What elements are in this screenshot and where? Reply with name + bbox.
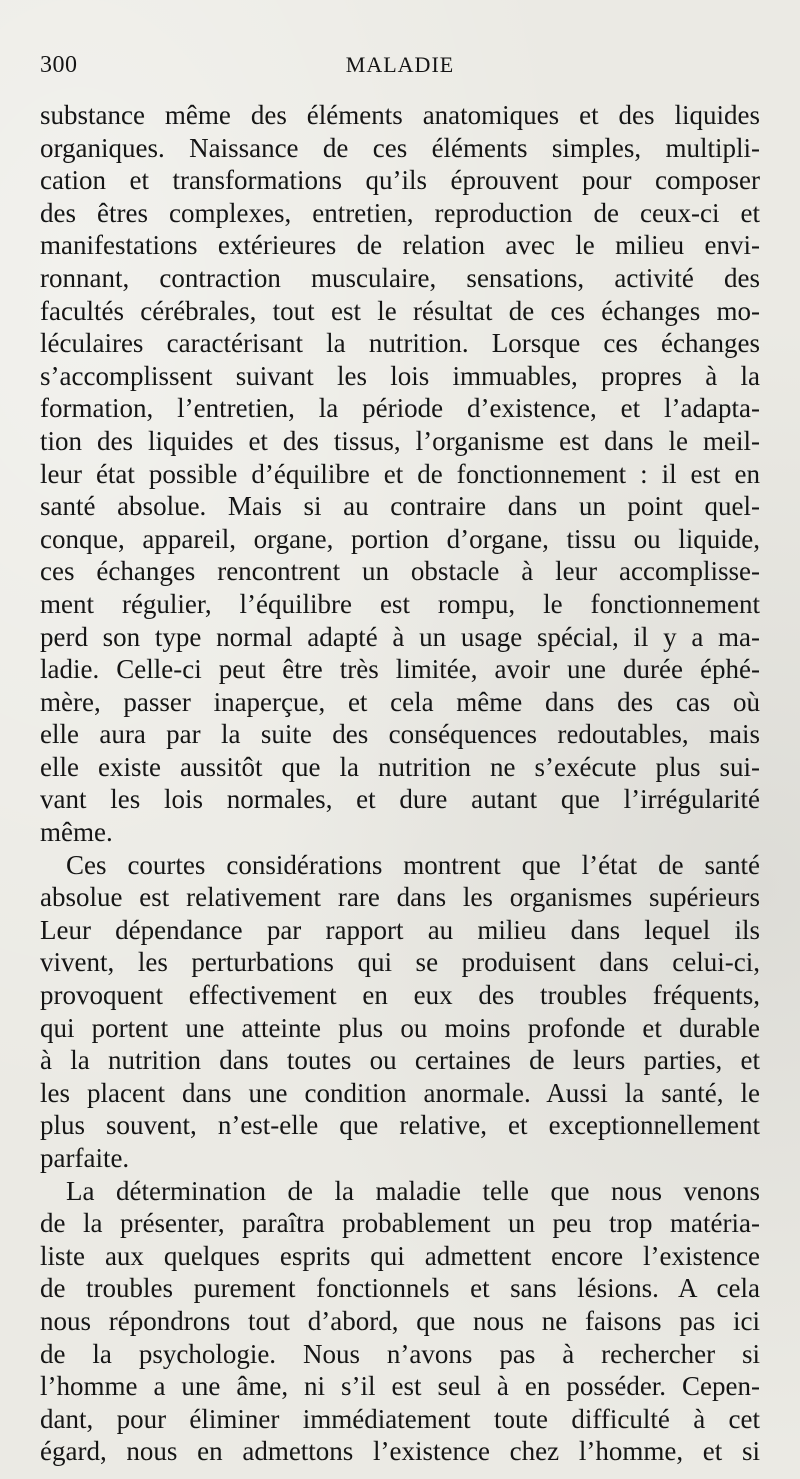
text-line: dant, pour éliminer immédiatement toute difficulté à cet xyxy=(40,1403,760,1434)
text-line: égard, nous en admettons l’existence chez l’homme, et si xyxy=(40,1436,760,1467)
text-line: ces échanges rencontrent un obstacle à leur accomplisse- xyxy=(40,556,760,587)
text-line: cation et transformations qu’ils éprouvent pour composer xyxy=(40,165,760,196)
paragraph-end-line: même. xyxy=(40,817,113,848)
text-line: leur état possible d’équilibre et de fonctionnement : il est en xyxy=(40,458,760,489)
text-line: conque, appareil, organe, portion d’organe, tissu ou liquide, xyxy=(40,523,760,554)
paragraph-end-line: parfaite. xyxy=(40,1143,130,1173)
text-line: provoquent effectivement en eux des troubles fréquents, xyxy=(40,980,760,1011)
text-line: absolue est relativement rare dans les organismes supérieurs xyxy=(40,882,760,913)
text-line: Leur dépendance par rapport au milieu dans lequel ils xyxy=(40,914,760,945)
paragraph-start-line: La détermination de la maladie telle que nous venons xyxy=(66,1175,760,1206)
text-line: de la psychologie. Nous n’avons pas à rechercher si xyxy=(40,1338,760,1369)
text-line: vant les lois normales, et dure autant que l’irrégularité xyxy=(40,784,760,815)
text-line: mère, passer inaperçue, et cela même dans des cas où xyxy=(40,686,760,717)
text-line: vivent, les perturbations qui se produisent dans celui-ci, xyxy=(40,947,760,978)
text-line: tion des liquides et des tissus, l’organisme est dans le meil- xyxy=(40,425,760,456)
text-line: elle existe aussitôt que la nutrition ne s’exécute plus sui- xyxy=(40,751,760,782)
text-line: de troubles purement fonctionnels et sans lésions. A cela xyxy=(40,1273,760,1304)
text-line: des êtres complexes, entretien, reproduction de ceux-ci et xyxy=(40,197,760,228)
body-text xyxy=(40,99,760,1468)
text-line: léculaires caractérisant la nutrition. Lorsque ces échanges xyxy=(40,328,760,359)
text-line: facultés cérébrales, tout est le résultat de ces échanges mo- xyxy=(40,295,760,326)
text-line: qui portent une atteinte plus ou moins profonde et durable xyxy=(40,1012,760,1043)
text-line: liste aux quelques esprits qui admettent encore l’existence xyxy=(40,1240,760,1271)
text-line: elle aura par la suite des conséquences redoutables, mais xyxy=(40,719,760,750)
text-line: formation, l’entretien, la période d’existence, et l’adapta- xyxy=(40,393,760,424)
text-line: manifestations extérieures de relation avec le milieu envi- xyxy=(40,230,760,261)
page-header xyxy=(40,52,760,86)
text-line: de la présenter, paraîtra probablement un peu trop matéria- xyxy=(40,1208,760,1239)
text-line: ronnant, contraction musculaire, sensations, activité des xyxy=(40,262,760,293)
text-line: perd son type normal adapté à un usage spécial, il y a ma- xyxy=(40,621,760,652)
page-number: 300 xyxy=(40,52,78,78)
text-line: substance même des éléments anatomiques et des liquides xyxy=(40,100,760,130)
text-line: ment régulier, l’équilibre est rompu, le fonctionnement xyxy=(40,588,760,619)
text-line: santé absolue. Mais si au contraire dans un point quel- xyxy=(40,491,760,522)
text-line: les placent dans une condition anormale. Aussi la santé, le xyxy=(40,1077,760,1108)
paragraph-start-line: Ces courtes considérations montrent que l’état de santé xyxy=(66,849,760,880)
text-line: à la nutrition dans toutes ou certaines de leurs parties, et xyxy=(40,1045,760,1076)
text-line: s’accomplissent suivant les lois immuables, propres à la xyxy=(40,360,760,391)
text-line: nous répondrons tout d’abord, que nous ne faisons pas ici xyxy=(40,1305,760,1336)
running-title: MALADIE xyxy=(345,52,455,77)
text-line: l’homme a une âme, ni s’il est seul à en posséder. Cepen- xyxy=(40,1371,760,1402)
text-line: plus souvent, n’est-elle que relative, et exceptionnellement xyxy=(40,1110,760,1141)
text-line: ladie. Celle-ci peut être très limitée, avoir une durée éphé- xyxy=(40,654,760,685)
text-line: organiques. Naissance de ces éléments simples, multipli- xyxy=(40,132,760,163)
